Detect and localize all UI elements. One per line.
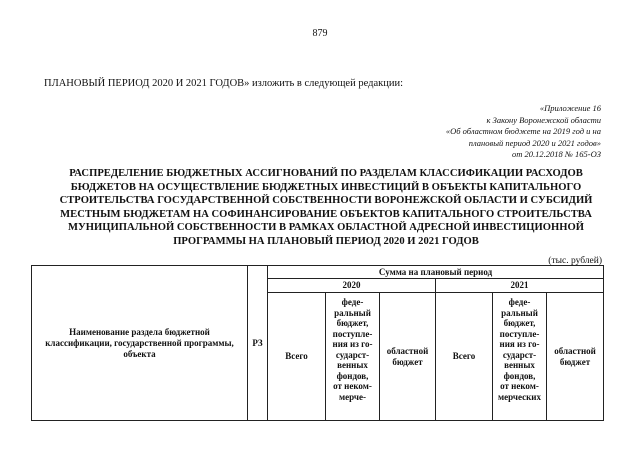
header-regional-2020: областной бюджет bbox=[380, 293, 436, 421]
appendix-note-line: плановый период 2020 и 2021 годов» bbox=[468, 137, 601, 148]
federal-line: ральный bbox=[501, 307, 538, 318]
title-line: РАСПРЕДЕЛЕНИЕ БЮДЖЕТНЫХ АССИГНОВАНИЙ ПО РАЗДЕЛАМ КЛАССИФИКАЦИИ РАСХОДОВ bbox=[69, 168, 583, 179]
header-total-2021: Всего bbox=[436, 293, 493, 421]
title-line: МЕСТНЫМ БЮДЖЕТАМ НА СОФИНАНСИРОВАНИЕ ОБЪЕКТОВ КАПИТАЛЬНОГО СТРОИТЕЛЬСТВА bbox=[60, 208, 592, 220]
federal-line: венных bbox=[504, 360, 535, 370]
federal-line: ния из го- bbox=[499, 339, 540, 349]
header-sum-period: Сумма на плановый период bbox=[268, 266, 604, 279]
federal-line: мерческих bbox=[498, 391, 541, 402]
federal-line: феде- bbox=[341, 297, 364, 307]
header-regional-2021: областной бюджет bbox=[547, 293, 604, 421]
budget-table bbox=[31, 265, 604, 421]
appendix-note-line: «Приложение 16 bbox=[539, 103, 601, 113]
federal-line: поступле- bbox=[499, 328, 540, 339]
federal-line: бюджет, bbox=[336, 318, 369, 328]
header-year-2020: 2020 bbox=[268, 279, 436, 293]
federal-line: бюджет, bbox=[503, 318, 536, 328]
federal-line: сударст- bbox=[502, 349, 537, 360]
title-line: СТРОИТЕЛЬСТВА ГОСУДАРСТВЕННОЙ СОБСТВЕННОСТИ ВОРОНЕЖСКОЙ ОБЛАСТИ И СУБСИДИЙ bbox=[59, 195, 593, 207]
header-federal-2020 bbox=[326, 293, 380, 421]
federal-line: мерче- bbox=[339, 391, 366, 402]
title-line: МУНИЦИПАЛЬНОЙ СОБСТВЕННОСТИ В РАМКАХ ОБЛАСТНОЙ АДРЕСНОЙ ИНВЕСТИЦИОННОЙ bbox=[68, 222, 584, 234]
page-number: 879 bbox=[312, 28, 328, 39]
units-note: (тыс. рублей) bbox=[548, 256, 602, 266]
appendix-note bbox=[381, 103, 601, 161]
title-line: ПРОГРАММЫ НА ПЛАНОВЫЙ ПЕРИОД 2020 И 2021 ГОДОВ bbox=[173, 235, 479, 247]
header-name-column: Наименование раздела бюджетной классификации, государственной программы, объекта bbox=[32, 266, 248, 421]
federal-line: ральный bbox=[334, 307, 371, 318]
appendix-note-line: к Закону Воронежской области bbox=[486, 114, 601, 125]
header-federal-2021 bbox=[493, 293, 547, 421]
federal-line: от неком- bbox=[333, 381, 372, 391]
federal-line: от неком- bbox=[500, 381, 539, 391]
federal-line: феде- bbox=[508, 297, 531, 307]
federal-line: фондов, bbox=[503, 370, 536, 381]
appendix-note-line: «Об областном бюджете на 2019 год и на bbox=[445, 126, 601, 137]
appendix-note-line: от 20.12.2018 № 165-ОЗ bbox=[512, 149, 601, 160]
header-rz-column: РЗ bbox=[248, 266, 268, 421]
federal-line: сударст- bbox=[335, 349, 370, 360]
intro-line: ПЛАНОВЫЙ ПЕРИОД 2020 И 2021 ГОДОВ» изложить в следующей редакции: bbox=[44, 78, 403, 89]
document-title bbox=[48, 167, 604, 249]
federal-line: поступле- bbox=[332, 328, 373, 339]
header-year-2021: 2021 bbox=[436, 279, 604, 293]
federal-line: фондов, bbox=[336, 370, 369, 381]
federal-line: венных bbox=[337, 360, 368, 370]
title-line: БЮДЖЕТОВ НА ОСУЩЕСТВЛЕНИЕ БЮДЖЕТНЫХ ИНВЕСТИЦИЙ В ОБЪЕКТЫ КАПИТАЛЬНОГО bbox=[70, 181, 582, 193]
header-total-2020: Всего bbox=[268, 293, 326, 421]
federal-line: ния из го- bbox=[332, 339, 373, 349]
